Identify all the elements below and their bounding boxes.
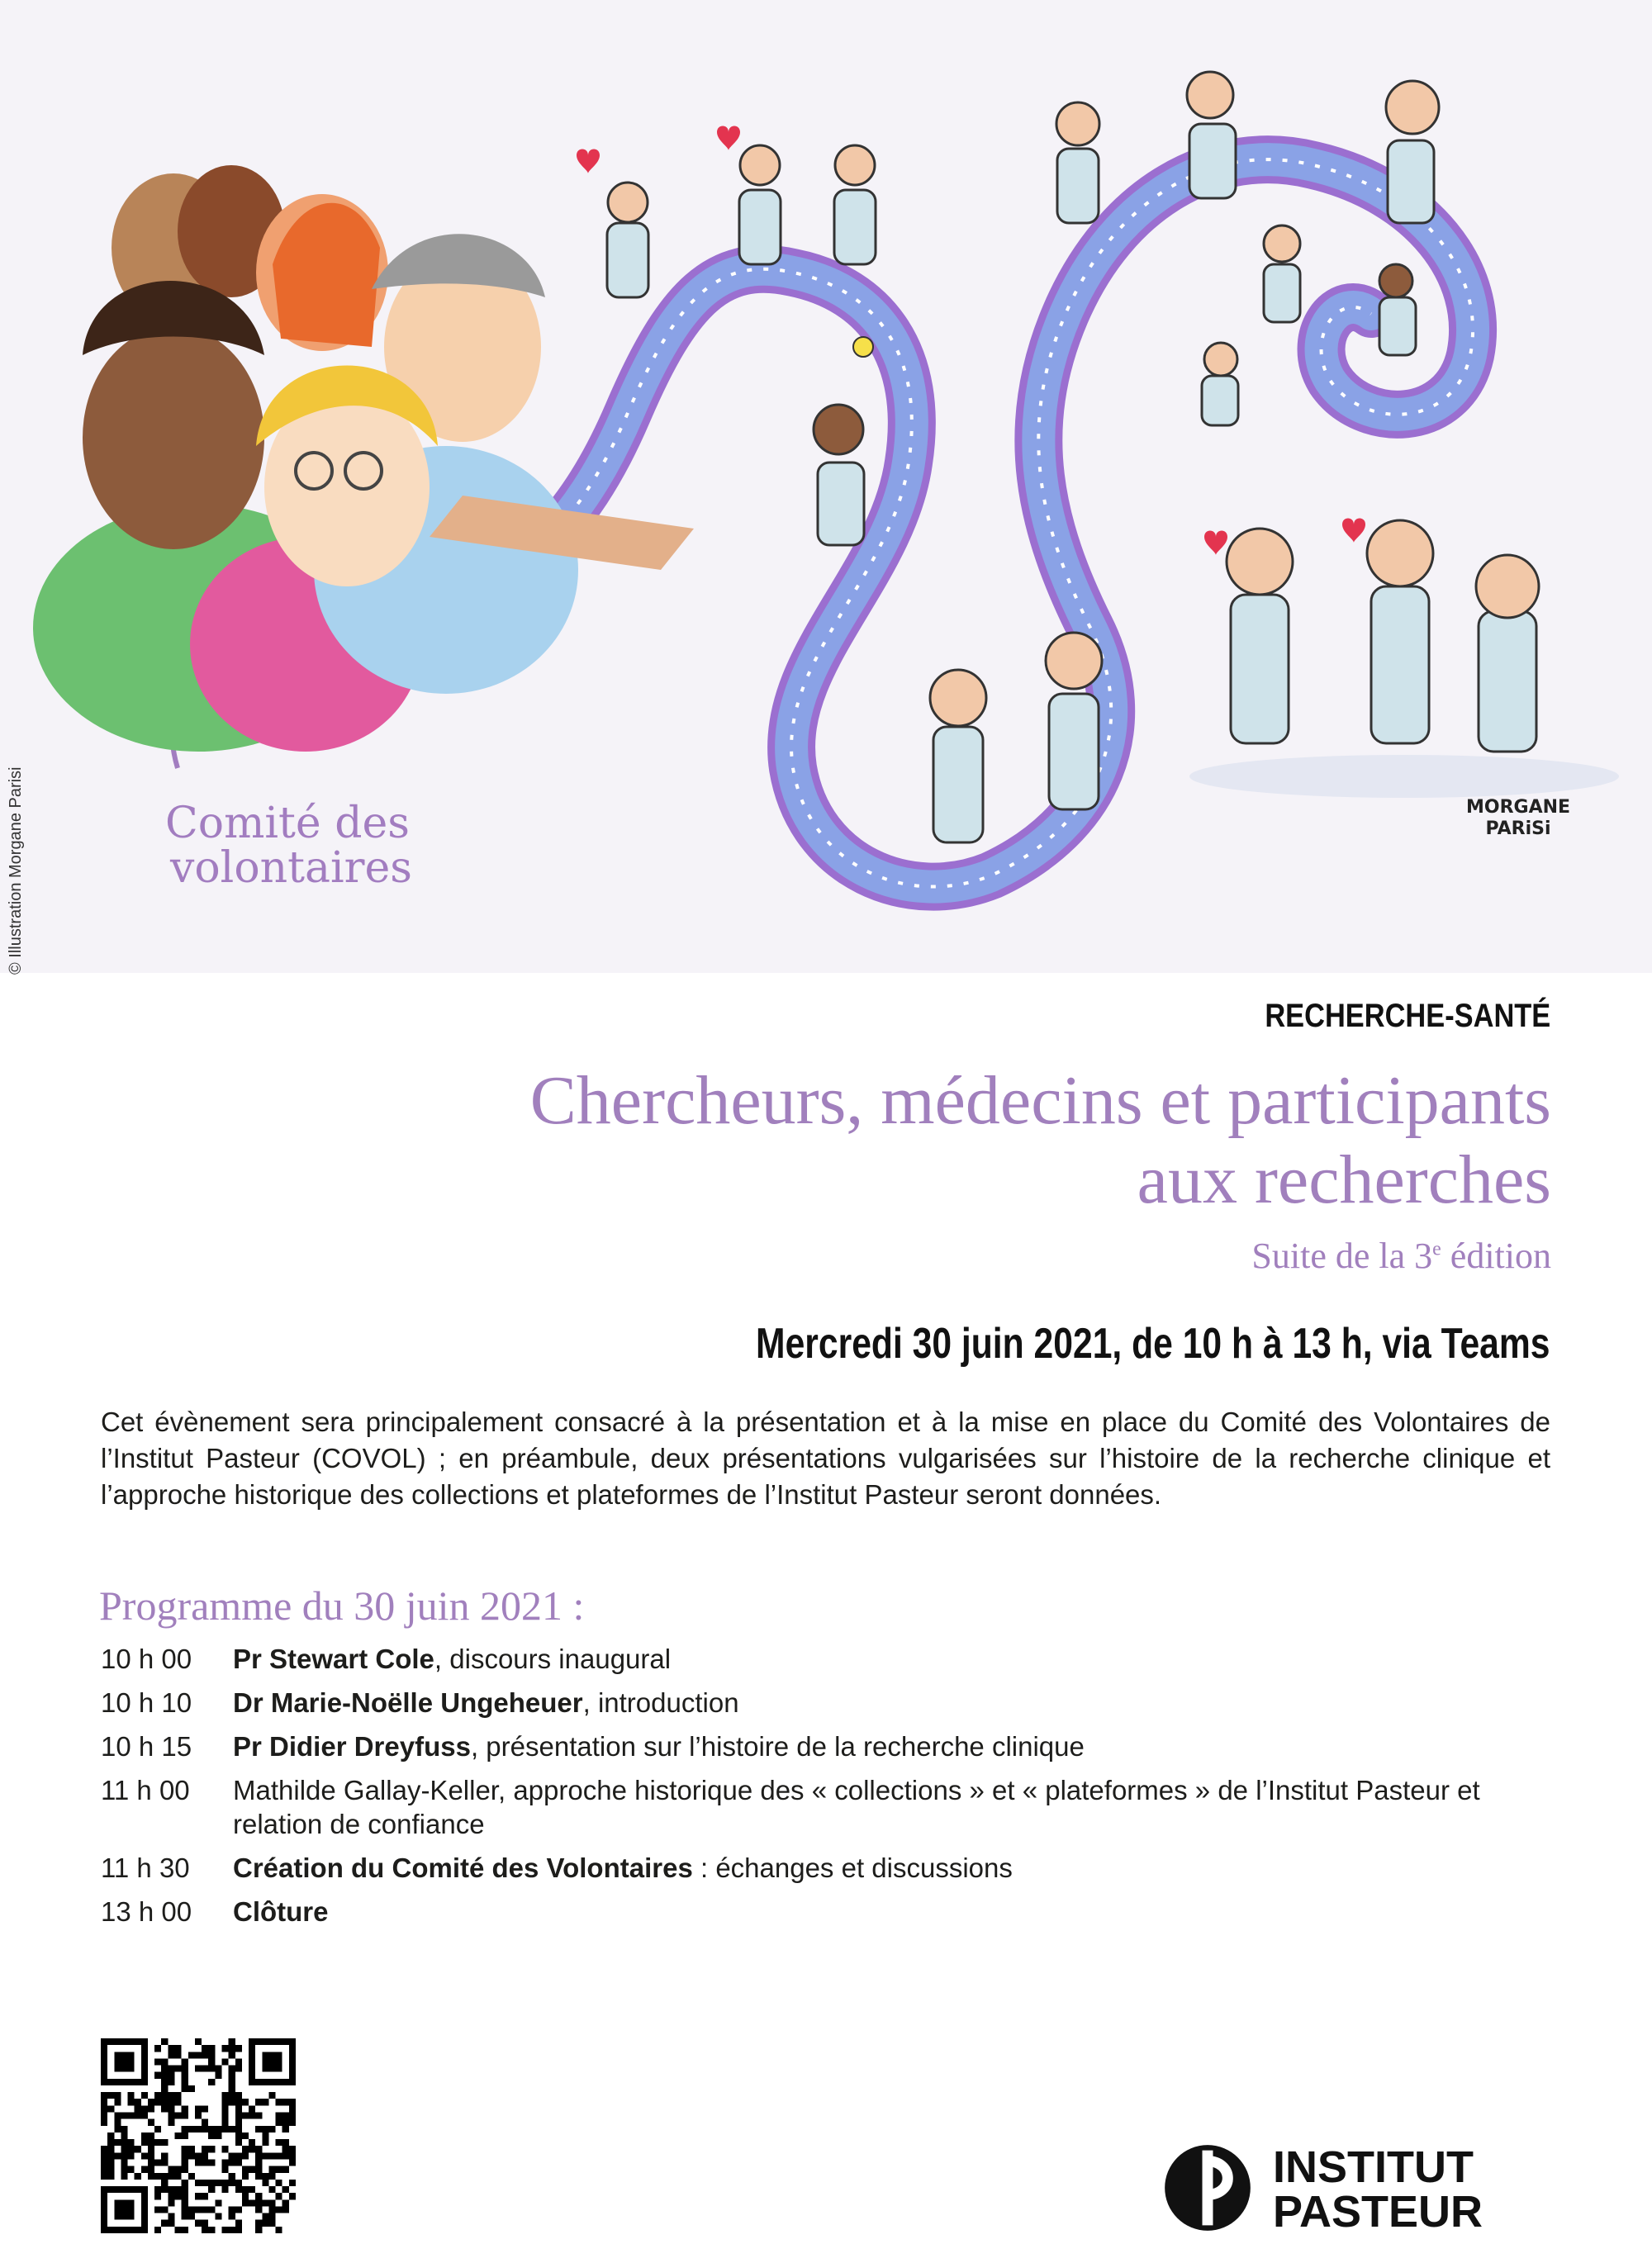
artist-signature <box>1466 797 1570 840</box>
program-item <box>101 1851 1555 1885</box>
program-detail: , présentation sur l’histoire de la recherche clinique <box>470 1731 1085 1762</box>
program-desc <box>233 1686 1555 1720</box>
kicker: RECHERCHE-SANTÉ <box>1265 998 1550 1034</box>
program-list <box>101 1642 1555 1938</box>
program-speaker: Clôture <box>233 1896 329 1927</box>
signature-line2: PARiSi <box>1485 818 1551 839</box>
program-detail: : échanges et discussions <box>692 1853 1013 1883</box>
logo-line2: PASTEUR <box>1273 2187 1483 2237</box>
program-time: 10 h 15 <box>101 1731 192 1762</box>
credit-text: © Illustration Morgane Parisi <box>7 766 25 975</box>
program-desc <box>233 1642 1555 1676</box>
institut-pasteur-logo <box>1163 2142 1551 2237</box>
program-item <box>101 1729 1555 1763</box>
comite-label <box>165 799 412 893</box>
program-detail: , discours inaugural <box>434 1644 672 1674</box>
program-detail: , approche historique des « collections » et « plateformes » de l’Institut Pasteur et relation de confiance <box>233 1775 1480 1839</box>
program-title: Programme du 30 juin 2021 : <box>99 1582 585 1629</box>
program-time: 10 h 10 <box>101 1687 192 1718</box>
program-time: 11 h 00 <box>101 1775 190 1805</box>
heart-icons <box>577 126 1365 556</box>
program-time: 13 h 00 <box>101 1896 192 1927</box>
logo-line1: INSTITUT <box>1273 2142 1474 2192</box>
comite-label-line2: volontaires <box>170 843 412 893</box>
program-desc <box>233 1773 1555 1841</box>
lightbulb-icon <box>853 337 873 357</box>
scientists-group <box>607 72 1539 842</box>
subtitle-prefix: Suite de la 3 <box>1251 1236 1433 1276</box>
program-desc <box>233 1851 1555 1885</box>
program-detail: , introduction <box>582 1687 739 1718</box>
hero-illustration <box>0 0 1652 973</box>
program-desc <box>233 1895 1555 1929</box>
intro-paragraph: Cet évènement sera principalement consacré à la présentation et à la mise en place du Comité des Volontaires de l’Institut Pasteur (COVOL) ; en préambule, deux présentations vulgarisées sur l’histoire de la recherche clinique et l’approche historique des collections et plateformes de l’Institut Pasteur seront données. <box>101 1407 1550 1510</box>
program-speaker: Mathilde Gallay-Keller <box>233 1775 498 1805</box>
edition-subtitle <box>1251 1235 1551 1277</box>
qr-code[interactable] <box>101 2038 296 2233</box>
subtitle-suffix: édition <box>1441 1236 1551 1276</box>
program-speaker: Création du Comité des Volontaires <box>233 1853 693 1883</box>
page-title: Chercheurs, médecins et participants aux recherches <box>529 1062 1551 1218</box>
program-item <box>101 1895 1555 1929</box>
logo-wordmark <box>1273 2142 1483 2237</box>
program-item <box>101 1773 1555 1841</box>
program-speaker: Pr Didier Dreyfuss <box>233 1731 471 1762</box>
program-item <box>101 1642 1555 1676</box>
program-desc <box>233 1729 1555 1763</box>
comite-label-line1: Comité des <box>165 799 410 848</box>
signature-line1: MORGANE <box>1466 797 1571 818</box>
subtitle-sup: e <box>1432 1238 1441 1260</box>
program-time: 10 h 00 <box>101 1644 192 1674</box>
program-time: 11 h 30 <box>101 1853 190 1883</box>
event-date: Mercredi 30 juin 2021, de 10 h à 13 h, via Teams <box>756 1320 1550 1368</box>
program-item <box>101 1686 1555 1720</box>
ground-shadow <box>1189 755 1619 798</box>
pasteur-logo-mark <box>1163 2143 1252 2232</box>
program-speaker: Pr Stewart Cole <box>233 1644 434 1674</box>
program-speaker: Dr Marie-Noëlle Ungeheuer <box>233 1687 583 1718</box>
